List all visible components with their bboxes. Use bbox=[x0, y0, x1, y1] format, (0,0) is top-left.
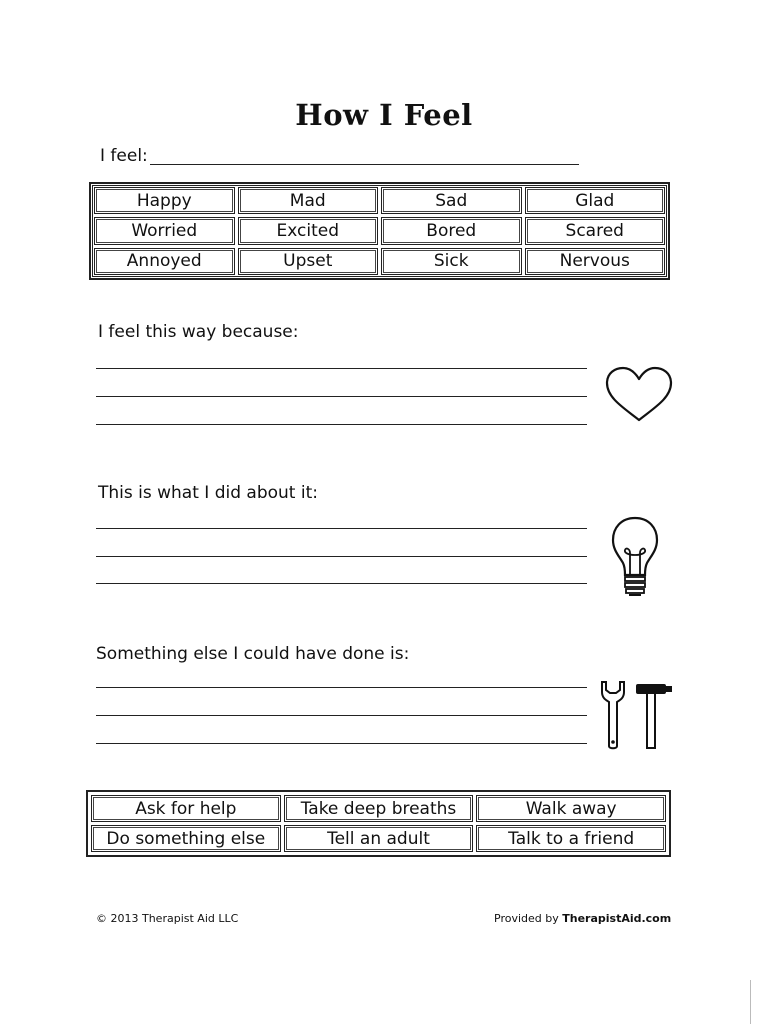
feel-write-line[interactable] bbox=[150, 164, 579, 165]
emotion-cell[interactable]: Mad bbox=[238, 187, 379, 214]
emotion-cell[interactable]: Annoyed bbox=[94, 248, 235, 275]
coping-option-cell[interactable]: Talk to a friend bbox=[476, 825, 666, 852]
because-prompt: I feel this way because: bbox=[98, 322, 299, 342]
did-line-3[interactable] bbox=[96, 583, 587, 584]
emotion-cell[interactable]: Sad bbox=[381, 187, 522, 214]
provided-prefix: Provided by bbox=[494, 912, 563, 925]
because-line-1[interactable] bbox=[96, 368, 587, 369]
emotion-cell[interactable]: Nervous bbox=[525, 248, 666, 275]
coping-option-cell[interactable]: Ask for help bbox=[91, 795, 281, 822]
emotion-cell[interactable]: Upset bbox=[238, 248, 379, 275]
could-line-3[interactable] bbox=[96, 743, 587, 744]
feel-label: I feel: bbox=[100, 146, 148, 166]
could-have-done-prompt: Something else I could have done is: bbox=[96, 644, 410, 664]
page-title: How I Feel bbox=[295, 98, 473, 132]
did-line-1[interactable] bbox=[96, 528, 587, 529]
emotion-cell[interactable]: Glad bbox=[525, 187, 666, 214]
coping-option-cell[interactable]: Walk away bbox=[476, 795, 666, 822]
did-about-it-prompt: This is what I did about it: bbox=[98, 483, 318, 503]
because-line-2[interactable] bbox=[96, 396, 587, 397]
coping-option-cell[interactable]: Take deep breaths bbox=[284, 795, 474, 822]
emotions-table bbox=[89, 182, 670, 280]
emotion-cell[interactable]: Happy bbox=[94, 187, 235, 214]
lightbulb-icon bbox=[609, 515, 661, 601]
coping-option-cell[interactable]: Tell an adult bbox=[284, 825, 474, 852]
emotion-cell[interactable]: Worried bbox=[94, 217, 235, 244]
coping-options-table bbox=[86, 790, 671, 857]
scan-edge-mark bbox=[750, 980, 751, 1024]
heart-icon bbox=[604, 366, 674, 424]
emotion-cell[interactable]: Scared bbox=[525, 217, 666, 244]
emotion-cell[interactable]: Excited bbox=[238, 217, 379, 244]
provided-by-text bbox=[494, 912, 671, 925]
emotion-cell[interactable]: Bored bbox=[381, 217, 522, 244]
could-line-2[interactable] bbox=[96, 715, 587, 716]
copyright-text: © 2013 Therapist Aid LLC bbox=[96, 912, 239, 925]
emotion-cell[interactable]: Sick bbox=[381, 248, 522, 275]
tools-icon bbox=[596, 678, 676, 752]
provider-site-link[interactable]: TherapistAid.com bbox=[562, 912, 672, 925]
because-line-3[interactable] bbox=[96, 424, 587, 425]
coping-option-cell[interactable]: Do something else bbox=[91, 825, 281, 852]
did-line-2[interactable] bbox=[96, 556, 587, 557]
could-line-1[interactable] bbox=[96, 687, 587, 688]
